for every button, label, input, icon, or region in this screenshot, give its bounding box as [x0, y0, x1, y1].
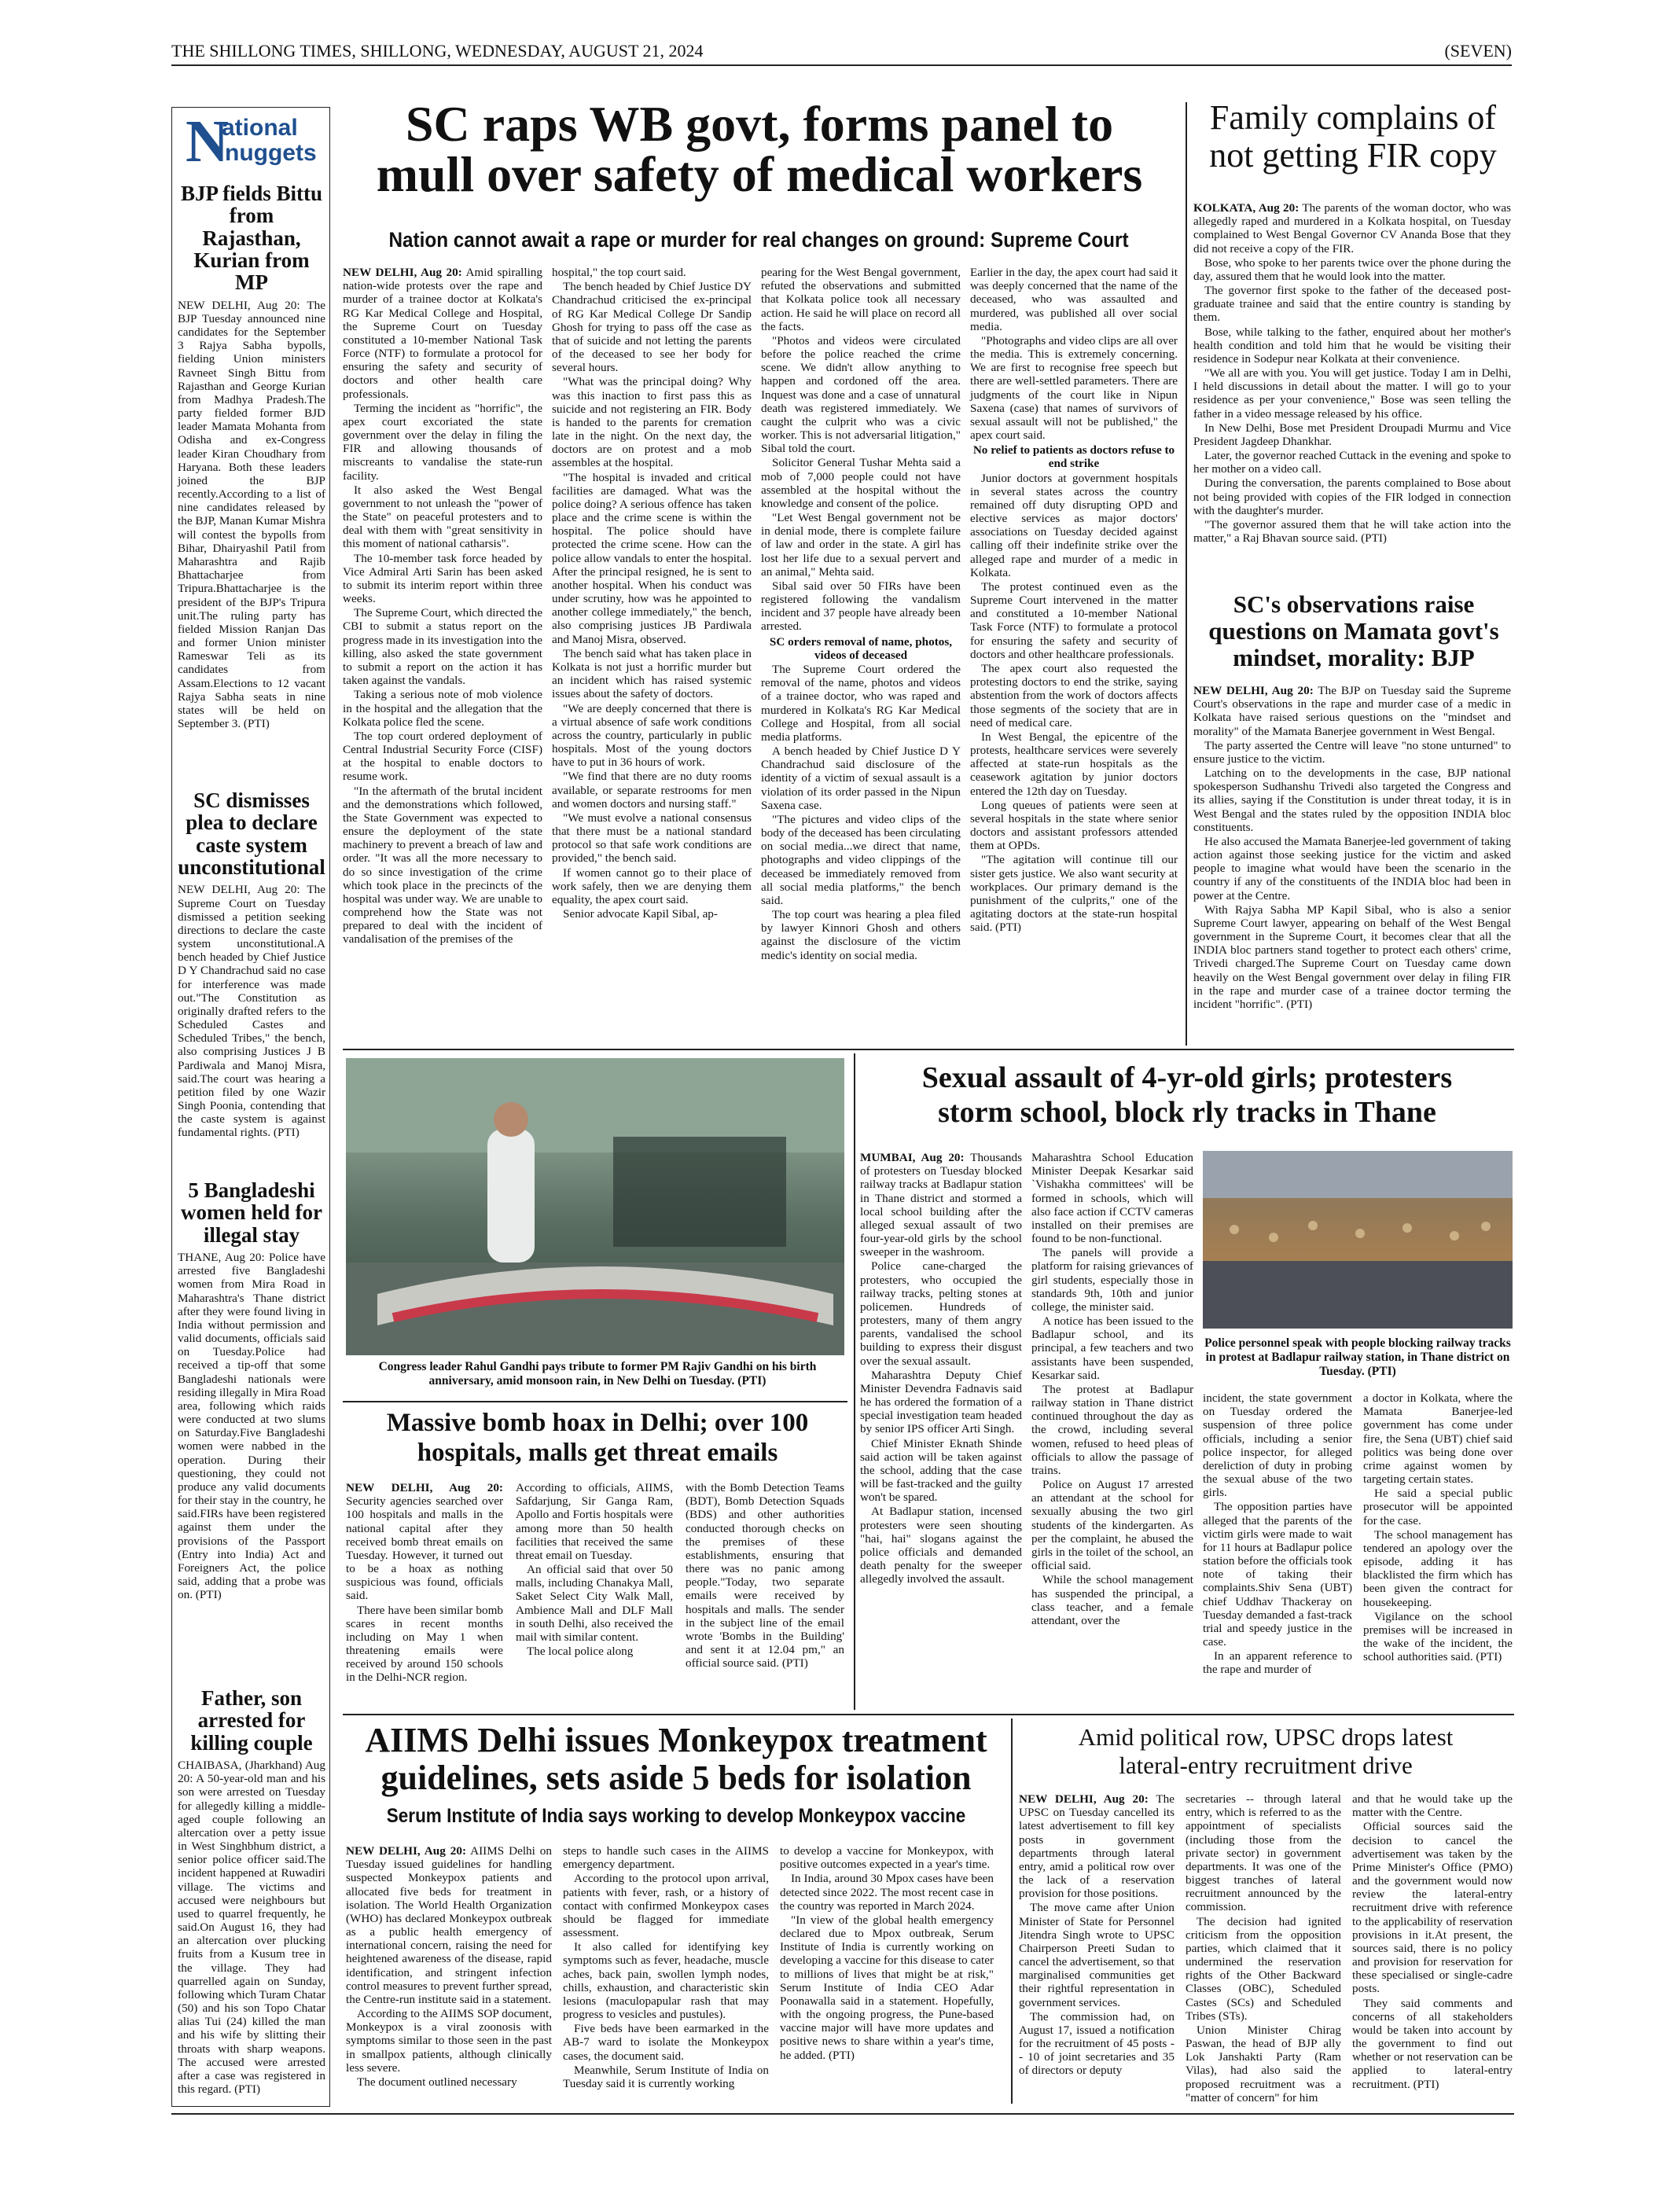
thane-para: The protest at Badlapur railway station in Thane district continued throughout the day as the crowd, including several women, refused to heed pleas of officials to allow the passage of trains.: [1031, 1382, 1193, 1477]
upsc-para: secretaries -- through lateral entry, which is referred to as the appointment of specialists (including those from the private sector) in government departments. It was one of the biggest tranches of lateral recruitment announced by the commission.: [1186, 1792, 1341, 1914]
aiims-para: According to the protocol upon arrival, patients with fever, rash, or a history of contact with confirmed Monkeypox cases should be flagged for immediate assessment.: [563, 1872, 769, 1940]
sc-para: hospital," the top court said.: [552, 266, 686, 279]
sc-para: The bench headed by Chief Justice DY Chandrachud criticised the ex-principal of RG Kar Medical College Dr Sandip Ghosh for trying to pass off the case as that of suicide and not letting the parents of the deceased to see her body for several hours.: [552, 280, 752, 375]
nugget-4: [178, 1687, 325, 2096]
family-headline: Family complains of not getting FIR copy: [1209, 98, 1497, 175]
thane-col-2: [1031, 1151, 1193, 1628]
bjp-para: The BJP on Tuesday said the Supreme Court's observations in the rape and murder case of a medic in Kolkata have raised serious questions on the "mindset and morality" of the Mamata Banerjee government in West Bengal.: [1193, 684, 1511, 738]
aiims-para: to develop a vaccine for Monkeypox, with positive outcomes expected in a year's time.: [780, 1844, 994, 1872]
nuggets-logo: [186, 108, 319, 175]
sc-para: Solicitor General Tushar Mehta said a mob of 7,000 people could not have assembled at the hospital without the knowledge and consent of the police.: [761, 456, 961, 510]
masthead-page: (SEVEN): [1444, 41, 1512, 61]
sc-headline-line2: mull over safety of medical workers: [376, 146, 1143, 202]
sc-para: "The hospital is invaded and critical facilities are damaged. What was the police doing? A serious offence has taken place and the crime scene is within the hospital. The police should have protected the crime scene. How can the police allow vandals to enter the hospital. After the principal resigned, he is sent to another hospital. When his conduct was under scrutiny, how was he appointed to another college immediately," the bench, also comprising justices JB Pardiwala and Manoj Misra, observed.: [552, 470, 752, 646]
thane-para: Vigilance on the school premises will be increased in the wake of the incident, the school authorities said. (PTI): [1363, 1609, 1513, 1664]
sc-para: Taking a serious note of mob violence in the hospital and the allegation that the Kolkata police fled the scene.: [343, 688, 542, 729]
sc-dateline: NEW DELHI, Aug 20:: [343, 266, 462, 279]
thane-para: He said a special public prosecutor will be appointed for the case.: [1363, 1487, 1513, 1527]
upsc-para: Official sources said the decision to cancel the advertisement was taken by the Prime Minister's Office (PMO) and the government would now review the lateral-entry recruitment drive with reference to the applicability of reservation provisions in it.At present, the sources said, there is no policy and provision for reservation for these specialised or single-cadre posts.: [1352, 1820, 1513, 1996]
thane-dateline: MUMBAI, Aug 20:: [860, 1151, 965, 1164]
thane-para: Maharashtra Deputy Chief Minister Devendra Fadnavis said he has ordered the formation of a special investigation team headed by senior IPS officer Arti Singh.: [860, 1368, 1022, 1436]
aiims-col-3: [780, 1844, 994, 2063]
thane-para: Police cane-charged the protesters, who occupied the railway tracks, pelting stones at policemen. Hundreds of protesters, many of them angry parents, vandalised the school building to express their disgust over the sexual assault.: [860, 1259, 1022, 1368]
bomb-headline-line2: hospitals, malls get threat emails: [417, 1438, 778, 1467]
bjp-story: [1193, 684, 1511, 1012]
nugget-1-body: NEW DELHI, Aug 20: The BJP Tuesday announced nine candidates for the September 3 Rajya Sabha bypolls, fielding Union ministers Ravneet Singh Bittu from Rajasthan and George Kurian from Madhya Pradesh.The party fielded former BJD leader Mamata Mohanta from Odisha and ex-Congress leader Kiran Choudhary from Haryana. Both these leaders joined the BJP recently.According to a list of nine candidates released by the BJP, Manan Kumar Mishra will contest the bypolls from Bihar, Dhairyashil Patil from Maharashtra and Rajib Bhattacharjee from Tripura.Bhattacharjee is the president of the BJP's Tripura unit.The ruling party has fielded Mission Ranjan Das and former Union minister Rameswar Teli as its candidates from Assam.Elections to 12 vacant Rajya Sabha seats in nine states will be held on September 3. (PTI): [178, 298, 325, 731]
column-divider: [1186, 102, 1187, 1046]
family-para: The governor first spoke to the father of the deceased post-graduate trainee and said that the entire country is standing by them.: [1193, 284, 1511, 325]
nugget-3: [178, 1179, 325, 1602]
section-divider: [343, 1401, 847, 1402]
sc-subhead-1: SC orders removal of name, photos, videos of deceased: [769, 634, 953, 662]
aiims-col-1: [346, 1844, 552, 2090]
family-para: "The governor assured them that he will take action into the matter," a Raj Bhavan source said. (PTI): [1193, 517, 1511, 546]
sc-para: Amid spiralling nation-wide protests over the rape and murder of a trainee doctor at Kolkata's RG Kar Medical College and Hospital, the Supreme Court on Tuesday constituted a 10-member National Task Force (NTF) to formulate a protocol for ensuring the safety and security of doctors and other health care professionals.: [343, 266, 542, 401]
thane-para: The opposition parties have alleged that the parents of the victim girls were made to wait for 11 hours at Badlapur police station before the officials took note of taking their complaints.Shiv Sena (UBT) chief Uddhav Thackeray on Tuesday demanded a fast-track trial and speedy justice in the case.: [1203, 1500, 1352, 1649]
aiims-headline-line2: guidelines, sets aside 5 beds for isolation: [380, 1759, 972, 1798]
aiims-dateline: NEW DELHI, Aug 20:: [346, 1844, 467, 1858]
bjp-para: Latching on to the developments in the case, BJP national spokesperson Sudhanshu Trivedi also targeted the Congress and its allies, saying if the Constitution is under threat today, it is in West Bengal and the states ruled by the opposition INDIA bloc constituents.: [1193, 766, 1511, 834]
upsc-para: They said comments and concerns of all stakeholders would be taken into account by the government to find out whether or not reservation can be applied to lateral-entry recruitment. (PTI): [1352, 1996, 1513, 2091]
nugget-1-title: BJP fields Bittu from Rajasthan, Kurian from MP: [180, 182, 323, 295]
sc-para: The 10-member task force headed by Vice Admiral Arti Sarin has been asked to submit its interim report within three weeks.: [343, 551, 542, 606]
bomb-headline: [346, 1409, 849, 1468]
sc-col-4: [970, 266, 1178, 935]
rahul-caption: Congress leader Rahul Gandhi pays tribute to former PM Rajiv Gandhi on his birth anniversary, amid monsoon rain, in New Delhi on Tuesday. (PTI): [378, 1360, 817, 1388]
sc-para: The top court was hearing a plea filed by lawyer Kinnori Ghosh and others against the disclosure of the victim medic's identity on social media.: [761, 908, 961, 962]
bomb-col-2: [516, 1481, 673, 1659]
sc-para: The top court ordered deployment of Central Industrial Security Force (CISF) at the hospital to enable doctors to resume work.: [343, 729, 542, 784]
sc-deck: Nation cannot await a rape or murder for real changes on ground: Supreme Court: [388, 228, 1129, 252]
sc-para: "In the aftermath of the brutal incident and the demonstrations which followed, the State Government was expected to ensure the deployment of the state machinery to prevent a breach of law and order. "It was all the more necessary to do so since investigation of the crime which took place in the precincts of the hospital was under way. We are unable to comprehend how the State was not prepared to deal with the incident of vandalisation of the premises of the: [343, 784, 542, 946]
sc-para: The bench said what has taken place in Kolkata is not just a horrific murder but an incident which has raised systemic issues about the safety of doctors.: [552, 646, 752, 701]
upsc-headline: [1017, 1723, 1514, 1779]
upsc-para: The decision had ignited criticism from the opposition parties, which claimed that it undermined the reservation rights of the Other Backward Classes (OBC), Scheduled Castes (SCs) and Scheduled Tribes (STs).: [1186, 1914, 1341, 2023]
thane-para: The panels will provide a platform for raising grievances of girl students, especially those in standards 9th, 10th and junior college, the minister said.: [1031, 1246, 1193, 1314]
sc-col-3: [761, 266, 961, 963]
sc-para: pearing for the West Bengal government, refuted the observations and submitted that Kolkata police took all necessary action. He said he will place on record all the facts.: [761, 266, 961, 333]
sc-para: "Let West Bengal government not be in denial mode, there is complete failure of law and order in the state. A girl has lost her life due to a sexual pervert and an animal," Mehta said.: [761, 511, 961, 579]
aiims-para: Meanwhile, Serum Institute of India on Tuesday said it is currently working: [563, 2063, 769, 2090]
sc-subhead-2: No relief to patients as doctors refuse to end strike: [972, 443, 1175, 471]
upsc-col-3: [1352, 1792, 1513, 2092]
upsc-para: Union Minister Chirag Paswan, the head of BJP ally Lok Janshakti Party (Ram Vilas), had also said the proposed recruitment was a "matter of concern" for him: [1186, 2023, 1341, 2104]
family-dateline: KOLKATA, Aug 20:: [1193, 201, 1300, 215]
upsc-para: The UPSC on Tuesday cancelled its latest advertisement to fill key posts in government departments through lateral entry, amid a political row over the lack of a reservation provision for those positions.: [1019, 1792, 1175, 1901]
sc-para: The protest continued even as the Supreme Court intervened in the matter and constituted a 10-member National Task Force (NTF) to formulate a protocol for ensuring the safety and security of doctors and other healthcare professionals.: [970, 579, 1178, 661]
thane-para: Police on August 17 arrested an attendant at the school for sexually abusing the two girl students of the kindergarten. As per the complaint, he abused the girls in the toilet of the school, an official said.: [1031, 1478, 1193, 1573]
family-para: During the conversation, the parents complained to Bose about not being provided with copies of the FIR lodged in connection with the daughter's murder.: [1193, 476, 1511, 517]
sc-para: It also asked the West Bengal government to not unleash the "power of the State" on peaceful protesters and to deal with them with "great sensitivity in this moment of national catharsis".: [343, 483, 542, 551]
thane-para: Thousands of protesters on Tuesday blocked railway tracks at Badlapur station in Thane district and stormed a local school building after the alleged sexual assault of two four-year-old girls by the school sweeper in the washroom.: [860, 1151, 1022, 1259]
column-divider: [1011, 1718, 1013, 2104]
sc-para: "What was the principal doing? Why was this inaction to first pass this as suicide and not registering an FIR. Body is handed to the parents for cremation late in the night. On the next day, the doctors are on protest and a mob assembles at the hospital.: [552, 375, 752, 470]
bjp-para: With Rajya Sabha MP Kapil Sibal, who is also a senior Supreme Court lawyer, appearing on behalf of the West Bengal government in the Supreme Court, it becomes clear that all the INDIA bloc partners stand together to protect each others' crime, Trivedi charged.The Supreme Court on Tuesday came down heavily on the West Bengal government over delay in filing FIR in the rape and murder case of a trainee doctor terming the incident "horrific". (PTI): [1193, 902, 1511, 1011]
bomb-para: with the Bomb Detection Teams (BDT), Bomb Detection Squads (BDS) and other authorities conducted thorough checks on the premises of these establishments, ensuring that there was no panic among people."Today, two separate emails were received by hospitals and malls. The sender in the subject line of the email wrote 'Bombs in the Building' and sent it at 12.04 pm," an official source said. (PTI): [686, 1481, 844, 1671]
masthead: [171, 41, 1512, 66]
photo-placeholder-icon: [1203, 1151, 1513, 1329]
sc-para: A bench headed by Chief Justice D Y Chandrachud said disclosure of the identity of a victim of sexual assault is a violation of its order passed in the Nipun Saxena case.: [761, 744, 961, 812]
bomb-col-1: [346, 1481, 503, 1685]
thane-para: incident, the state government on Tuesday ordered the suspension of three police officials, including a senior police inspector, for alleged dereliction of duty in probing the sexual abuse of the two girls.: [1203, 1391, 1352, 1500]
section-divider: [343, 1714, 1514, 1715]
bomb-para: According to officials, AIIMS, Safdarjung, Sir Ganga Ram, Apollo and Fortis hospitals were among more than 50 health facilities that received the same threat email on Tuesday.: [516, 1481, 673, 1562]
nugget-3-title: 5 Bangladeshi women held for illegal stay: [181, 1178, 322, 1247]
photo-placeholder-icon: [346, 1058, 844, 1355]
aiims-para: AIIMS Delhi on Tuesday issued guidelines for handling suspected Monkeypox patients and allocated five beds for treatment in isolation. The World Health Organization (WHO) has declared Monkeypox outbreak as a public health emergency of international concern, raising the need for heightened awareness of the disease, rapid identification, and stringent infection control measures to prevent further spread, the Centre-run institute said in a statement.: [346, 1844, 552, 2006]
nuggets-logo-n: N: [186, 108, 229, 175]
sc-col-1: [343, 266, 542, 947]
aiims-para: "In view of the global health emergency declared due to Mpox outbreak, Serum Institute of India is currently working on developing a vaccine for this disease to cater to millions of lives that might be at risk," Serum Institute of India CEO Adar Poonawalla said in a statement. Hopefully, with the ongoing progress, the Pune-based vaccine major will have more updates and positive news to share within a year's time, he added. (PTI): [780, 1913, 994, 2062]
sc-para: "We are deeply concerned that there is a virtual absence of safe work conditions across the country, particularly in public hospitals. Most of the young doctors have to put in 36 hours of work.: [552, 701, 752, 770]
thane-caption: Police personnel speak with people blocking railway tracks in protest at Badlapur railway station, in Thane district on Tuesday. (PTI): [1204, 1336, 1511, 1378]
bomb-para: Security agencies searched over 100 hospitals and malls in the national capital after they received bomb threat emails on Tuesday. However, it turned out to be a hoax as nothing suspicious was found, officials said.: [346, 1494, 503, 1603]
upsc-para: The commission had, on August 17, issued a notification for the recruitment of 45 posts -- 10 of joint secretaries and 35 of directors or deputy: [1019, 2009, 1175, 2078]
section-divider: [343, 1049, 1514, 1050]
family-para: The parents of the woman doctor, who was allegedly raped and murdered in a Kolkata hospital, on Tuesday complained to West Bengal Governor CV Ananda Bose that they did not receive a copy of the FIR.: [1193, 201, 1511, 255]
sc-para: Long queues of patients were seen at several hospitals in the state where senior doctors and assistant professors attended them at OPDs.: [970, 798, 1178, 853]
upsc-headline-line2: lateral-entry recruitment drive: [1119, 1751, 1413, 1779]
bjp-para: He also accused the Mamata Banerjee-led government of taking action against those seeking justice for the victim and asked people to imagine what would have been the scenario in the country if any of the constituents of the INDIA bloc had been in power at the Centre.: [1193, 834, 1511, 902]
bomb-para: The local police along: [527, 1645, 634, 1659]
sc-para: "The pictures and video clips of the body of the deceased has been circulating on social media...we direct that name, photographs and video clippings of the deceased be immediately removed from all social media platforms," the bench said.: [761, 812, 961, 907]
sc-para: The Supreme Court, which directed the CBI to submit a status report on the progress made in its investigation into the killing, also asked the state government to submit a report on the action it has taken against the vandals.: [343, 606, 542, 688]
page-bottom-rule: [171, 2113, 1514, 2115]
thane-headline-line2: storm school, block rly tracks in Thane: [938, 1095, 1436, 1129]
nugget-4-title: Father, son arrested for killing couple: [190, 1686, 313, 1755]
thane-para: Maharashtra School Education Minister Deepak Kesarkar said `Vishakha committees' will be formed in schools, which will also face action if CCTV cameras installed on their premises are found to be non-functional.: [1031, 1151, 1193, 1246]
upsc-headline-line1: Amid political row, UPSC drops latest: [1078, 1723, 1454, 1751]
upsc-para: and that he would take up the matter with the Centre.: [1352, 1792, 1513, 1820]
upsc-dateline: NEW DELHI, Aug 20:: [1019, 1792, 1149, 1806]
bjp-para: The party asserted the Centre will leave "no stone unturned" to ensure justice to the victim.: [1193, 738, 1511, 766]
thane-col-1: [860, 1151, 1022, 1587]
thane-protest-photo: [1203, 1151, 1513, 1329]
thane-col-4: [1363, 1391, 1513, 1664]
sc-para: Earlier in the day, the apex court had said it was deeply concerned that the name of the deceased, who was assaulted and murdered, was published all over social media.: [970, 266, 1178, 333]
bomb-para: There have been similar bomb scares in recent months including on May 1 when threatening emails were received by around 150 schools in the Delhi-NCR region.: [346, 1603, 503, 1685]
aiims-deck: Serum Institute of India says working to develop Monkeypox vaccine: [386, 1805, 966, 1827]
sc-para: "We find that there are no duty rooms available, or separate restrooms for men and women doctors and nursing staff.": [552, 770, 752, 810]
nugget-2: [178, 789, 325, 1140]
sc-col-2: [552, 266, 752, 921]
nugget-1: [178, 182, 325, 730]
family-para: Bose, while talking to the father, enquired about her mother's health condition and told him that he would be visiting their residence in Sodepur near Kolkata at their convenience.: [1193, 325, 1511, 366]
thane-headline-line1: Sexual assault of 4-yr-old girls; protesters: [921, 1061, 1453, 1094]
thane-para: Chief Minister Eknath Shinde said action will be taken against the school, adding that the case will be fast-tracked and the guilty won't be spared.: [860, 1436, 1022, 1505]
thane-headline: [860, 1061, 1514, 1130]
masthead-left: THE SHILLONG TIMES, SHILLONG, WEDNESDAY, AUGUST 21, 2024: [171, 41, 704, 61]
nuggets-logo-line1: ational: [222, 115, 298, 141]
bomb-para: An official said that over 50 malls, including Chanakya Mall, Saket Select City Walk Mall, Ambience Mall and DLF Mall in south Delhi, also received the mail with similar content.: [516, 1563, 673, 1644]
sc-headline-line1: SC raps WB govt, forms panel to: [405, 96, 1114, 152]
upsc-col-2: [1186, 1792, 1341, 2105]
aiims-para: According to the AIIMS SOP document, Monkeypox is a viral zoonosis with symptoms similar to those seen in the past in smallpox patients, although clinically less severe.: [346, 2007, 552, 2075]
family-para: In New Delhi, Bose met President Droupadi Murmu and Vice President Jagdeep Dhankhar.: [1193, 421, 1511, 448]
aiims-col-2: [563, 1844, 769, 2091]
upsc-col-1: [1019, 1792, 1175, 2079]
sc-para: "Photographs and video clips are all over the media. This is extremely concerning. We are first to recognise free speech but there are well-settled parameters. There are judgments of the court like in Nipun Saxena (case) that names of survivors of sexual assault will not be published," the apex court said.: [970, 333, 1178, 443]
thane-para: a doctor in Kolkata, where the Mamata Banerjee-led government has come under fire, the Sena (UBT) chief said politics was being done over crime against women by targeting certain states.: [1363, 1391, 1513, 1487]
nuggets-logo-line2: nuggets: [225, 140, 317, 166]
rahul-gandhi-photo: [346, 1058, 844, 1355]
thane-para: At Badlapur station, incensed protesters were seen shouting "hai, hai" slogans against the police officials and demanded death penalty for the sweeper allegedly involved the assault.: [860, 1505, 1022, 1586]
sc-para: Junior doctors at government hospitals in several states across the country remained off duty disrupting OPD and elective services as major doctors' associations on Tuesday decided against calling off their indefinite strike over the alleged rape and murder of a medic in Kolkata.: [970, 471, 1178, 579]
aiims-para: It also called for identifying key symptoms such as fever, headache, muscle aches, back pain, swollen lymph nodes, chills, exhaustion, and characteristic skin lesions (maculopapular rash that may progress to vesicles and pustules).: [563, 1940, 769, 2022]
aiims-headline: [346, 1722, 1006, 1798]
thane-para: The school management has tendered an apology over the episode, adding it has blacklisted the firm which has been given the contract for housekeeping.: [1363, 1527, 1513, 1609]
sc-para: "Photos and videos were circulated before the police reached the crime scene. We didn't allow anything to happen and cordoned off the area. Inquest was done and a case of unnatural death was registered immediately. We caught the culprit who was a civic worker. This is not adversarial litigation," Sibal told the court.: [761, 333, 961, 456]
sc-para: "The agitation will continue till our sister gets justice. We also want security at workplaces. Our primary demand is the punishment of the culprits," one of the agitating doctors at the state-run hospital said. (PTI): [970, 853, 1178, 935]
family-para: "We all are with you. You will get justice. Today I am in Delhi, I held discussions in detail about the matter. I will go to your residence as per your convenience," Bose was seen telling the father in a video message released by his office.: [1193, 366, 1511, 421]
thane-col-3: [1203, 1391, 1352, 1678]
thane-para: While the school management has suspended the principal, a class teacher, and a female attendant, over the: [1031, 1573, 1193, 1627]
thane-para: A notice has been issued to the Badlapur school, and its principal, a few teachers and two assistants have been suspended, Kesarkar said.: [1031, 1314, 1193, 1382]
column-divider: [854, 1053, 855, 1710]
aiims-para: In India, around 30 Mpox cases have been detected since 2022. The most recent case in the country was reported in March 2024.: [780, 1872, 994, 1913]
bomb-col-3: [686, 1481, 844, 1671]
aiims-para: steps to handle such cases in the AIIMS emergency department.: [563, 1844, 769, 1872]
nugget-4-body: CHAIBASA, (Jharkhand) Aug 20: A 50-year-old man and his son were arrested on Tuesday for allegedly killing a middle-aged couple following an altercation over a petty issue in West Singhbhum district, a senior police officer said.The incident happened at Ruwadiri village. The victims and accused were neighbours but used to quarrel frequently, he said.On August 16, they had an altercation over plucking fruits from a Kusum tree in the village. They had quarrelled again on Sunday, following which Turam Chatar (50) and his son Topo Chatar alias Tui (24) killed the man and his wife by slitting their throats with sharp weapons. The accused were arrested after a case was registered in this regard. (PTI): [178, 1759, 325, 2097]
bomb-dateline: NEW DELHI, Aug 20:: [346, 1481, 503, 1494]
sc-para: Sibal said over 50 FIRs have been registered following the vandalism incident and 37 people have already been arrested.: [761, 579, 961, 634]
sc-para: The Supreme Court ordered the removal of the name, photos and videos of a trainee doctor, who was raped and murdered in Kolkata's RG Kar Medical College and Hospital, from all social media platforms.: [761, 662, 961, 744]
aiims-para: The document outlined necessary: [357, 2075, 517, 2089]
aiims-headline-line1: AIIMS Delhi issues Monkeypox treatment: [365, 1721, 987, 1759]
sc-headline: [343, 96, 1176, 202]
sc-para: Terming the incident as "horrific", the apex court excoriated the state government over the delay in filing the FIR and allowing thousands of miscreants to vandalise the state-run facility.: [343, 401, 542, 483]
thane-para: In an apparent reference to the rape and murder of: [1203, 1649, 1352, 1677]
upsc-para: The move came after Union Minister of State for Personnel Jitendra Singh wrote to UPSC Chairperson Preeti Sudan to cancel the advertisement, so that marginalised communities get their rightful representation in government services.: [1019, 1901, 1175, 2009]
bomb-headline-line1: Massive bomb hoax in Delhi; over 100: [386, 1409, 809, 1437]
sc-para: The apex court also requested the protesting doctors to end the strike, saying abstention from the work of doctors affects those segments of the society that are in need of medical care.: [970, 661, 1178, 730]
family-para: Later, the governor reached Cuttack in the evening and spoke to her mother on a video call.: [1193, 449, 1511, 476]
family-story: [1193, 201, 1511, 546]
nugget-3-body: THANE, Aug 20: Police have arrested five Bangladeshi women from Mira Road in Maharashtra's Thane district after they were found living in India without permission and valid documents, officials said on Tuesday.Police had received a tip-off that some Bangladeshi nationals were residing illegally in Mira Road area, following which raids were conducted at two slums on Saturday.Five Bangladeshi women were nabbed in the operation. During their questioning, they could not produce any valid documents for their stay in the country, he said.FIRs have been registered against them under the provisions of the Passport (Entry into India) Act and Foreigners Act, the police said, adding that a probe was on. (PTI): [178, 1251, 325, 1602]
sc-para: If women cannot go to their place of work safely, then we are denying them equality, the apex court said.: [552, 866, 752, 906]
nugget-2-title: SC dismisses plea to declare caste system unconstitutional: [178, 788, 325, 880]
bjp-headline: SC's observations raise questions on Mamata govt's mindset, morality: BJP: [1208, 590, 1499, 672]
bjp-dateline: NEW DELHI, Aug 20:: [1193, 684, 1314, 697]
family-para: Bose, who spoke to her parents twice over the phone during the day, assured them that he would look into the matter.: [1193, 255, 1511, 283]
sc-para: Senior advocate Kapil Sibal, ap-: [563, 907, 718, 921]
sc-para: In West Bengal, the epicentre of the protests, healthcare services were severely affected at state-run hospitals as the ceasework agitation by junior doctors entered the 12th day on Tuesday.: [970, 730, 1178, 798]
sc-para: "We must evolve a national consensus that there must be a national standard protocol so that safe work conditions are provided," the bench said.: [552, 810, 752, 866]
nugget-2-body: NEW DELHI, Aug 20: The Supreme Court on Tuesday dismissed a petition seeking directions to declare the caste system unconstitutional.A bench headed by Chief Justice D Y Chandrachud said no case for interference was made out."The Constitution as originally drafted refers to the Scheduled Castes and Scheduled Tribes," the bench, also comprising Justices J B Pardiwala and Manoj Misra, said.The court was hearing a petition filed by one Wazir Singh Poonia, contending that the caste system is against fundamental rights. (PTI): [178, 883, 325, 1140]
aiims-para: Five beds have been earmarked in the AB-7 ward to isolate the Monkeypox cases, the document said.: [563, 2022, 769, 2063]
